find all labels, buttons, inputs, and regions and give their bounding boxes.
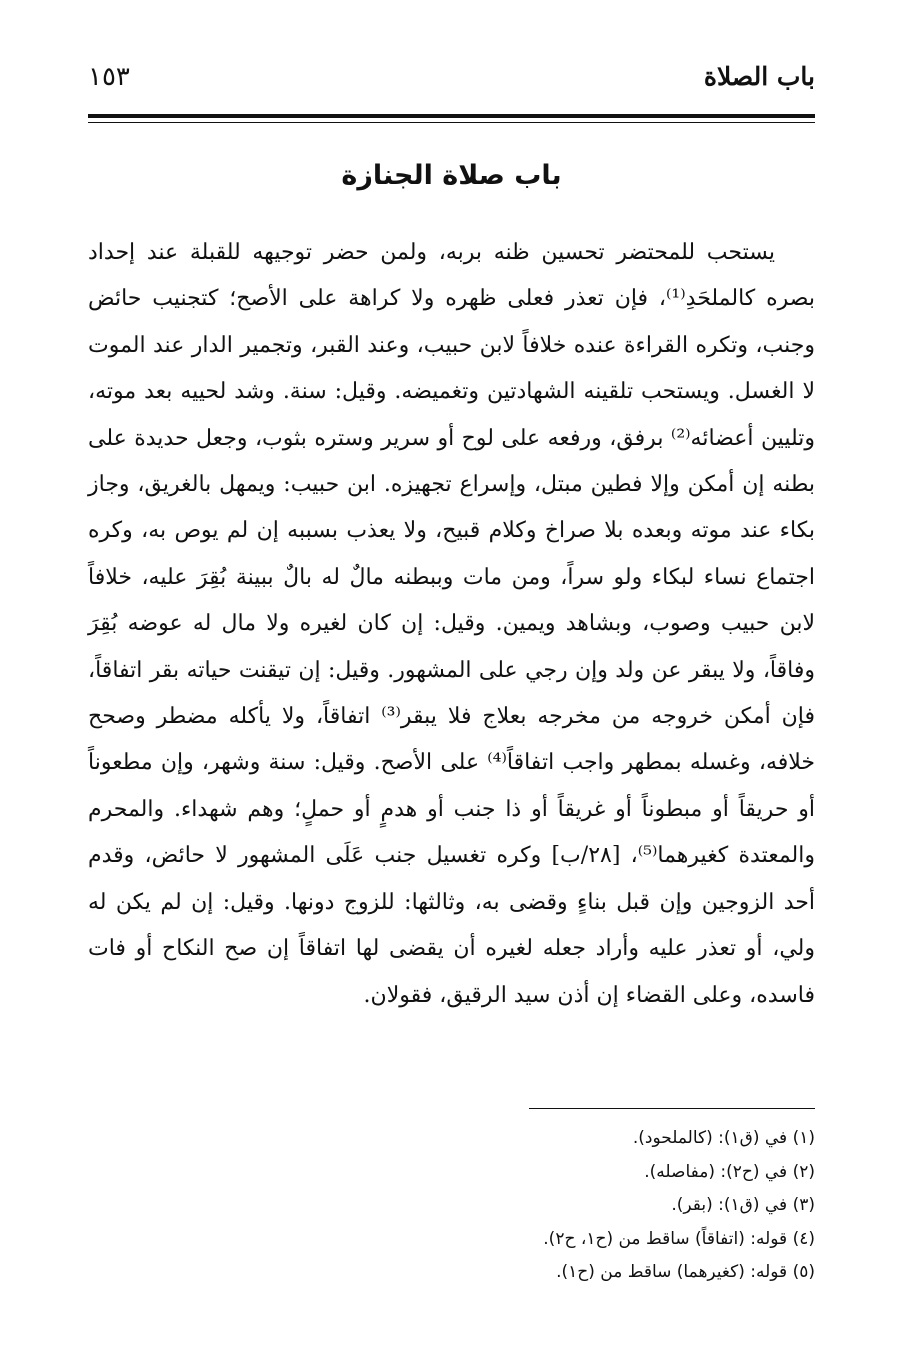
running-header (88, 62, 815, 106)
footnote-3: (٣) في (ق١): (بقر). (671, 1195, 815, 1215)
footnotes (88, 1122, 815, 1290)
header-rule-thin (88, 122, 815, 123)
page-number: ١٥٣ (88, 62, 130, 92)
footnote-5: (٥) قوله: (كغيرهما) ساقط من (ح١). (556, 1262, 815, 1282)
body-text (88, 230, 815, 1019)
body-paragraph: يستحب للمحتضر تحسين ظنه بربه، ولمن حضر توجيهه للقبلة عند إحداد بصره كالملحَدِ⁽¹⁾، فإن تعذر فعلى ظهره ولا كراهة على الأصح؛ كتجنيب حائض وجنب، وتكره القراءة عنده خلافاً لابن حبيب، وعند القبر، وتجمير الدار عند الموت لا الغسل. ويستحب تلقينه الشهادتين وتغميضه. وقيل: سنة. وشد لحييه بعد موته، وتليين أعضائه⁽²⁾ برفق، ورفعه على لوح أو سرير وستره بثوب، وجعل حديدة على بطنه إن أمكن وإلا فطين مبتل، وإسراع تجهيزه. ابن حبيب: ويمهل بالغريق، وجاز بكاء عند موته وبعده بلا صراخ وكلام قبيح، ولا يعذب بسببه إن لم يوص به، وكره اجتماع نساء لبكاء ولو سراً، ومن مات وببطنه مالٌ له بالٌ ببينة بُقِرَ عليه، خلافاً لابن حبيب وصوب، وبشاهد ويمين. وقيل: إن كان لغيره ولا مال له عوضه بُقِرَ وفاقاً، ولا يبقر عن ولد وإن رجي على المشهور. وقيل: إن تيقنت حياته بقر اتفاقاً، فإن أمكن خروجه من مخرجه بعلاج فلا يبقر⁽³⁾ اتفاقاً، ولا يأكله مضطر وصحح خلافه، وغسله بمطهر واجب اتفاقاً⁽⁴⁾ على الأصح. وقيل: سنة وشهر، وإن مطعوناً أو حريقاً أو مبطوناً أو غريقاً أو ذا جنب أو هدمٍ أو حملٍ؛ وهم شهداء. والمحرم والمعتدة كغيرهما⁽⁵⁾، [٢٨/ب] وكره تغسيل جنب عَلَى المشهور لا حائض، وقدم أحد الزوجين وإن قبل بناءٍ وقضى به، وثالثها: للزوج دونها. وقيل: إن لم يكن له ولي، أو تعذر عليه وأراد جعله لغيره أن يقضى لها اتفاقاً إن صح النكاح أو فات فاسده، وعلى القضاء إن أذن سيد الرقيق، فقولان. (88, 240, 816, 1008)
footnote-2: (٢) في (ح٢): (مفاصله). (644, 1161, 815, 1182)
section-title: باب صلاة الجنازة (341, 160, 562, 191)
footnote-4: (٤) قوله: (اتفاقاً) ساقط من (ح١، ح٢). (543, 1228, 815, 1249)
chapter-name: باب الصلاة (703, 62, 815, 91)
footnote-1: (١) في (ق١): (كالملحود). (632, 1128, 815, 1148)
footnote-separator (529, 1108, 815, 1109)
header-rule-thick (88, 114, 815, 118)
